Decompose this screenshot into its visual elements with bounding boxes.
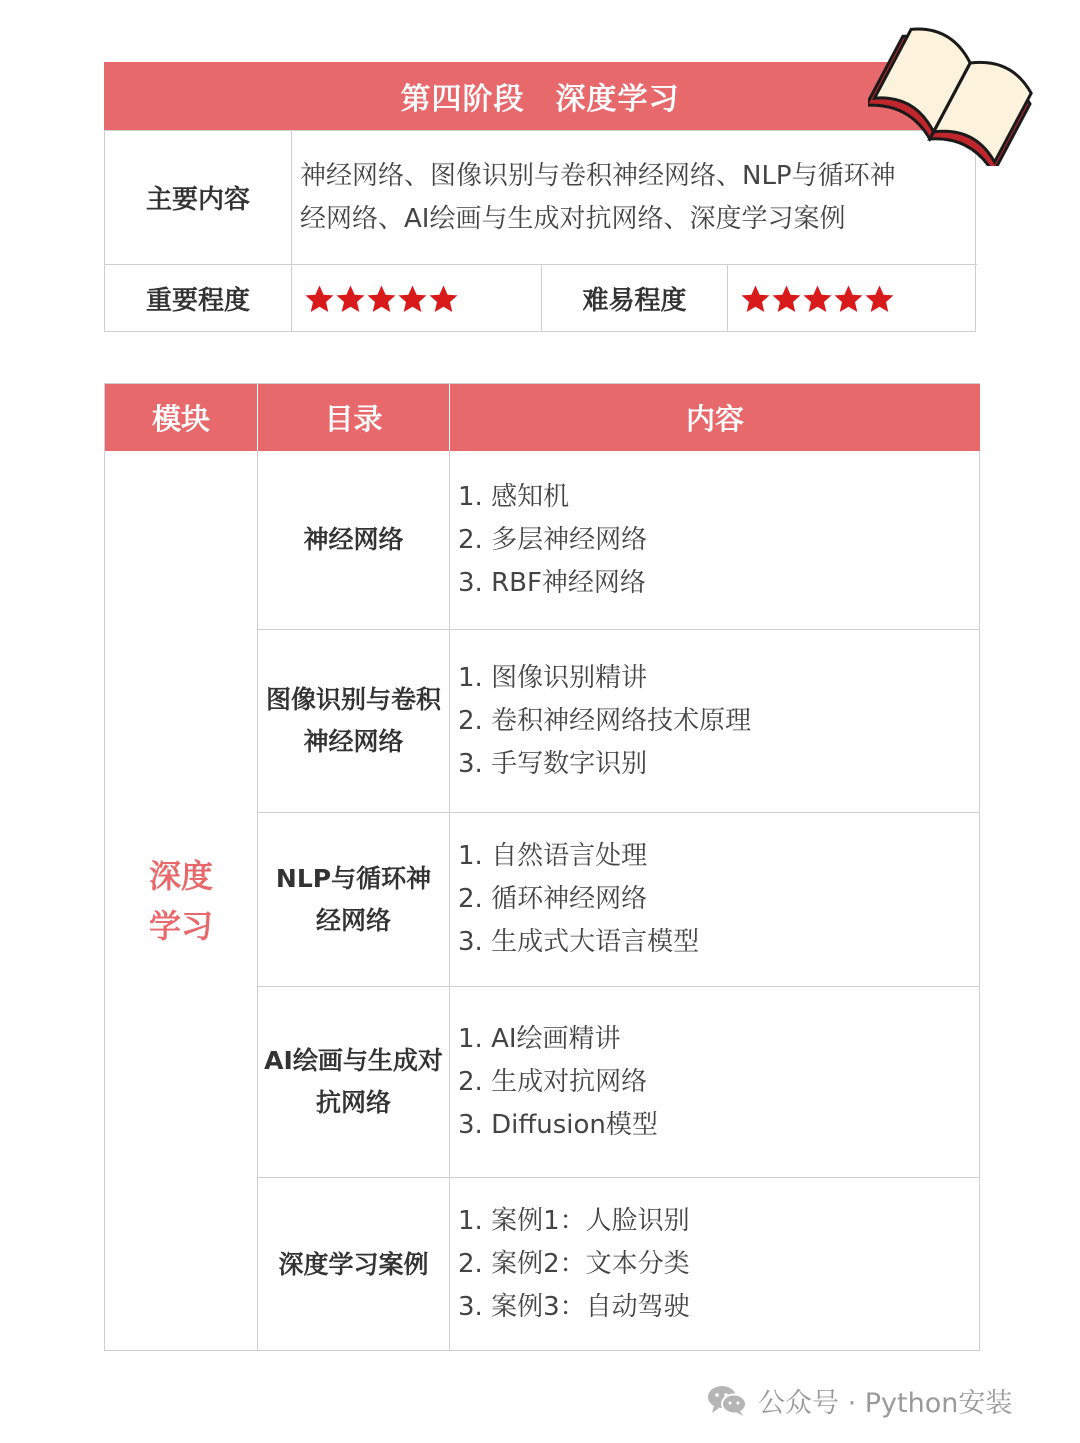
directory-cell: AI绘画与生成对抗网络: [258, 987, 450, 1178]
list-item: 2. 循环神经网络: [458, 884, 648, 914]
directory-cell: NLP与循环神经网络: [258, 813, 450, 987]
list-item: 2. 生成对抗网络: [458, 1066, 648, 1097]
list-item: 1. 图像识别精讲: [458, 662, 648, 693]
items-cell: [450, 630, 980, 813]
table-row: [258, 451, 980, 630]
table-row: [258, 813, 980, 987]
list-item: 2. 多层神经网络: [458, 524, 648, 555]
list-item: 1. 自然语言处理: [458, 841, 648, 871]
star-icon: [740, 284, 771, 314]
wechat-icon: [706, 1382, 748, 1418]
header-module: 模块: [105, 384, 258, 451]
table-row: [258, 987, 980, 1178]
items-cell: [450, 1178, 980, 1351]
items-cell: [450, 813, 980, 987]
star-icon: [771, 284, 802, 314]
difficulty-label: 难易程度: [542, 265, 728, 332]
items-cell: [450, 987, 980, 1178]
directory-cell: 深度学习案例: [258, 1178, 450, 1351]
star-icon: [833, 284, 864, 314]
summary-table: [104, 130, 976, 332]
star-icon: [864, 284, 895, 314]
star-icon: [304, 284, 335, 314]
module-name: 深度 学习: [105, 451, 258, 1351]
difficulty-rating: [728, 265, 977, 332]
directory-cell: 图像识别与卷积神经网络: [258, 630, 450, 813]
star-icon: [802, 284, 833, 314]
main-content-line: 经网络、AI绘画与生成对抗网络、深度学习案例: [300, 203, 846, 234]
importance-stars: [292, 284, 459, 314]
list-item: 3. 生成式大语言模型: [458, 927, 700, 957]
watermark: [706, 1378, 1012, 1422]
open-book-icon: [868, 6, 1048, 166]
star-icon: [428, 284, 459, 314]
stage-title: 第四阶段 深度学习: [104, 62, 976, 130]
curriculum-table: [104, 383, 980, 1351]
list-item: 3. 案例3：自动驾驶: [458, 1292, 690, 1322]
star-icon: [335, 284, 366, 314]
star-icon: [397, 284, 428, 314]
list-item: 2. 案例2：文本分类: [458, 1249, 690, 1279]
table-row: [258, 1178, 980, 1351]
main-content-label: 主要内容: [105, 131, 292, 265]
importance-label: 重要程度: [105, 265, 292, 332]
list-item: 3. RBF神经网络: [458, 567, 646, 598]
items-cell: [450, 451, 980, 630]
list-item: 1. 感知机: [458, 481, 570, 512]
watermark-text: 公众号 · Python安装: [758, 1387, 1013, 1419]
list-item: 1. AI绘画精讲: [458, 1023, 621, 1054]
importance-rating: [292, 265, 542, 332]
header-content: 内容: [450, 384, 980, 451]
star-icon: [366, 284, 397, 314]
table-row: [258, 630, 980, 813]
list-item: 1. 案例1：人脸识别: [458, 1206, 690, 1236]
difficulty-stars: [728, 284, 895, 314]
header-directory: 目录: [258, 384, 450, 451]
list-item: 3. 手写数字识别: [458, 748, 648, 779]
list-item: 3. Diffusion模型: [458, 1109, 658, 1140]
main-content-line: 神经网络、图像识别与卷积神经网络、NLP与循环神: [300, 160, 896, 191]
directory-cell: 神经网络: [258, 451, 450, 630]
list-item: 2. 卷积神经网络技术原理: [458, 705, 752, 736]
